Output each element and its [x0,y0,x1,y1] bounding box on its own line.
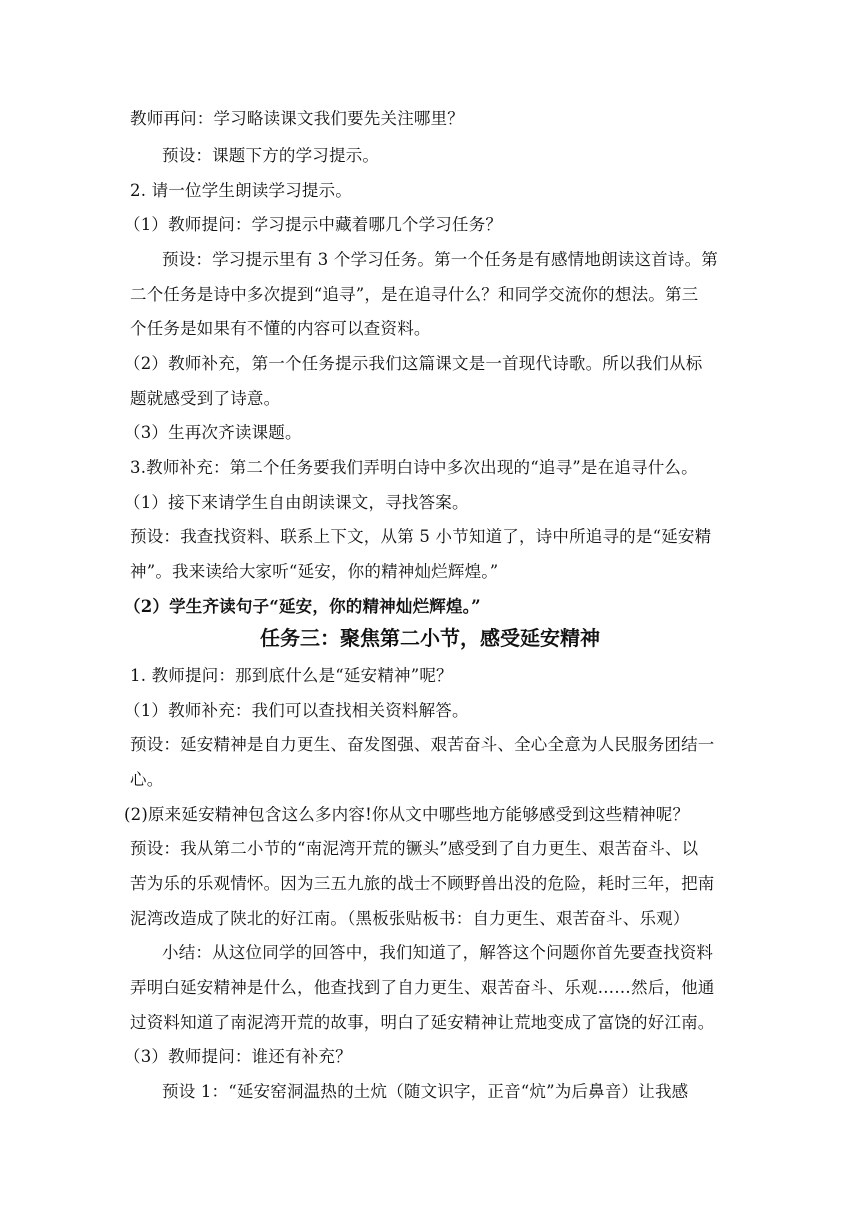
paragraph-line: 泥湾改造成了陕北的好江南。（黑板张贴板书：自力更生、艰苦奋斗、乐观） [130,909,690,928]
paragraph-line: （1）教师提问：学习提示中藏着哪几个学习任务？ [124,215,503,234]
paragraph-line: 预设：我查找资料、联系上下文，从第 5 小节知道了，诗中所追寻的是“延安精 [130,527,712,546]
paragraph-line: 题就感受到了诗意。 [130,389,281,408]
paragraph-line: 3.教师补充：第二个任务要我们弄明白诗中多次出现的“追寻”是在追寻什么。 [130,458,698,477]
paragraph-line: 预设：我从第二小节的“南泥湾开荒的镢头”感受到了自力更生、艰苦奋斗、以 [130,839,699,858]
paragraph-line: 小结：从这位同学的回答中，我们知道了，解答这个问题你首先要查找资料 [162,943,714,962]
paragraph-line: 1. 教师提问：那到底什么是“延安精神”呢？ [130,666,453,685]
paragraph-line: 预设：延安精神是自力更生、奋发图强、艰苦奋斗、全心全意为人民服务团结一 [130,735,715,754]
paragraph-line: 预设：课题下方的学习提示。 [162,146,380,165]
paragraph-line: 个任务是如果有不懂的内容可以查资料。 [130,319,431,338]
paragraph-line: （1）教师补充：我们可以查找相关资料解答。 [124,701,469,720]
paragraph-line: 预设：学习提示里有 3 个学习任务。第一个任务是有感情地朗读这首诗。第 [162,250,718,269]
paragraph-line: （3）生再次齐读课题。 [124,423,302,442]
paragraph-line: （2）学生齐读句子“延安，你的精神灿烂辉煌。” [124,597,481,616]
paragraph-line: 心。 [130,770,164,789]
paragraph-line: 2. 请一位学生朗读学习提示。 [130,181,352,200]
paragraph-line: 神”。我来读给大家听“延安，你的精神灿烂辉煌。” [130,562,499,581]
paragraph-line: 二个任务是诗中多次提到“追寻”，是在追寻什么？和同学交流你的想法。第三 [130,285,699,304]
paragraph-line: 教师再问：学习略读课文我们要先关注哪里？ [130,109,464,128]
paragraph-line: 苦为乐的乐观情怀。因为三五九旅的战士不顾野兽出没的危险，耗时三年，把南 [130,874,715,893]
paragraph-line: (2)原来延安精神包含这么多内容!你从文中哪些地方能够感受到这些精神呢？ [124,805,690,824]
paragraph-line: 弄明白延安精神是什么，他查找到了自力更生、艰苦奋斗、乐观……然后，他通 [130,978,715,997]
paragraph-line: 预设 1：“延安窑洞温热的土炕（随文识字，正音“炕”为后鼻音）让我感 [162,1082,689,1101]
paragraph-line: （3）教师提问：谁还有补充？ [124,1047,352,1066]
paragraph-line: （1）接下来请学生自由朗读课文，寻找答案。 [124,493,469,512]
paragraph-line: （2）教师补充，第一个任务提示我们这篇课文是一首现代诗歌。所以我们从标 [124,354,703,373]
paragraph-line: 过资料知道了南泥湾开荒的故事，明白了延安精神让荒地变成了富饶的好江南。 [130,1013,715,1032]
section-heading: 任务三：聚焦第二小节，感受延安精神 [260,626,600,650]
